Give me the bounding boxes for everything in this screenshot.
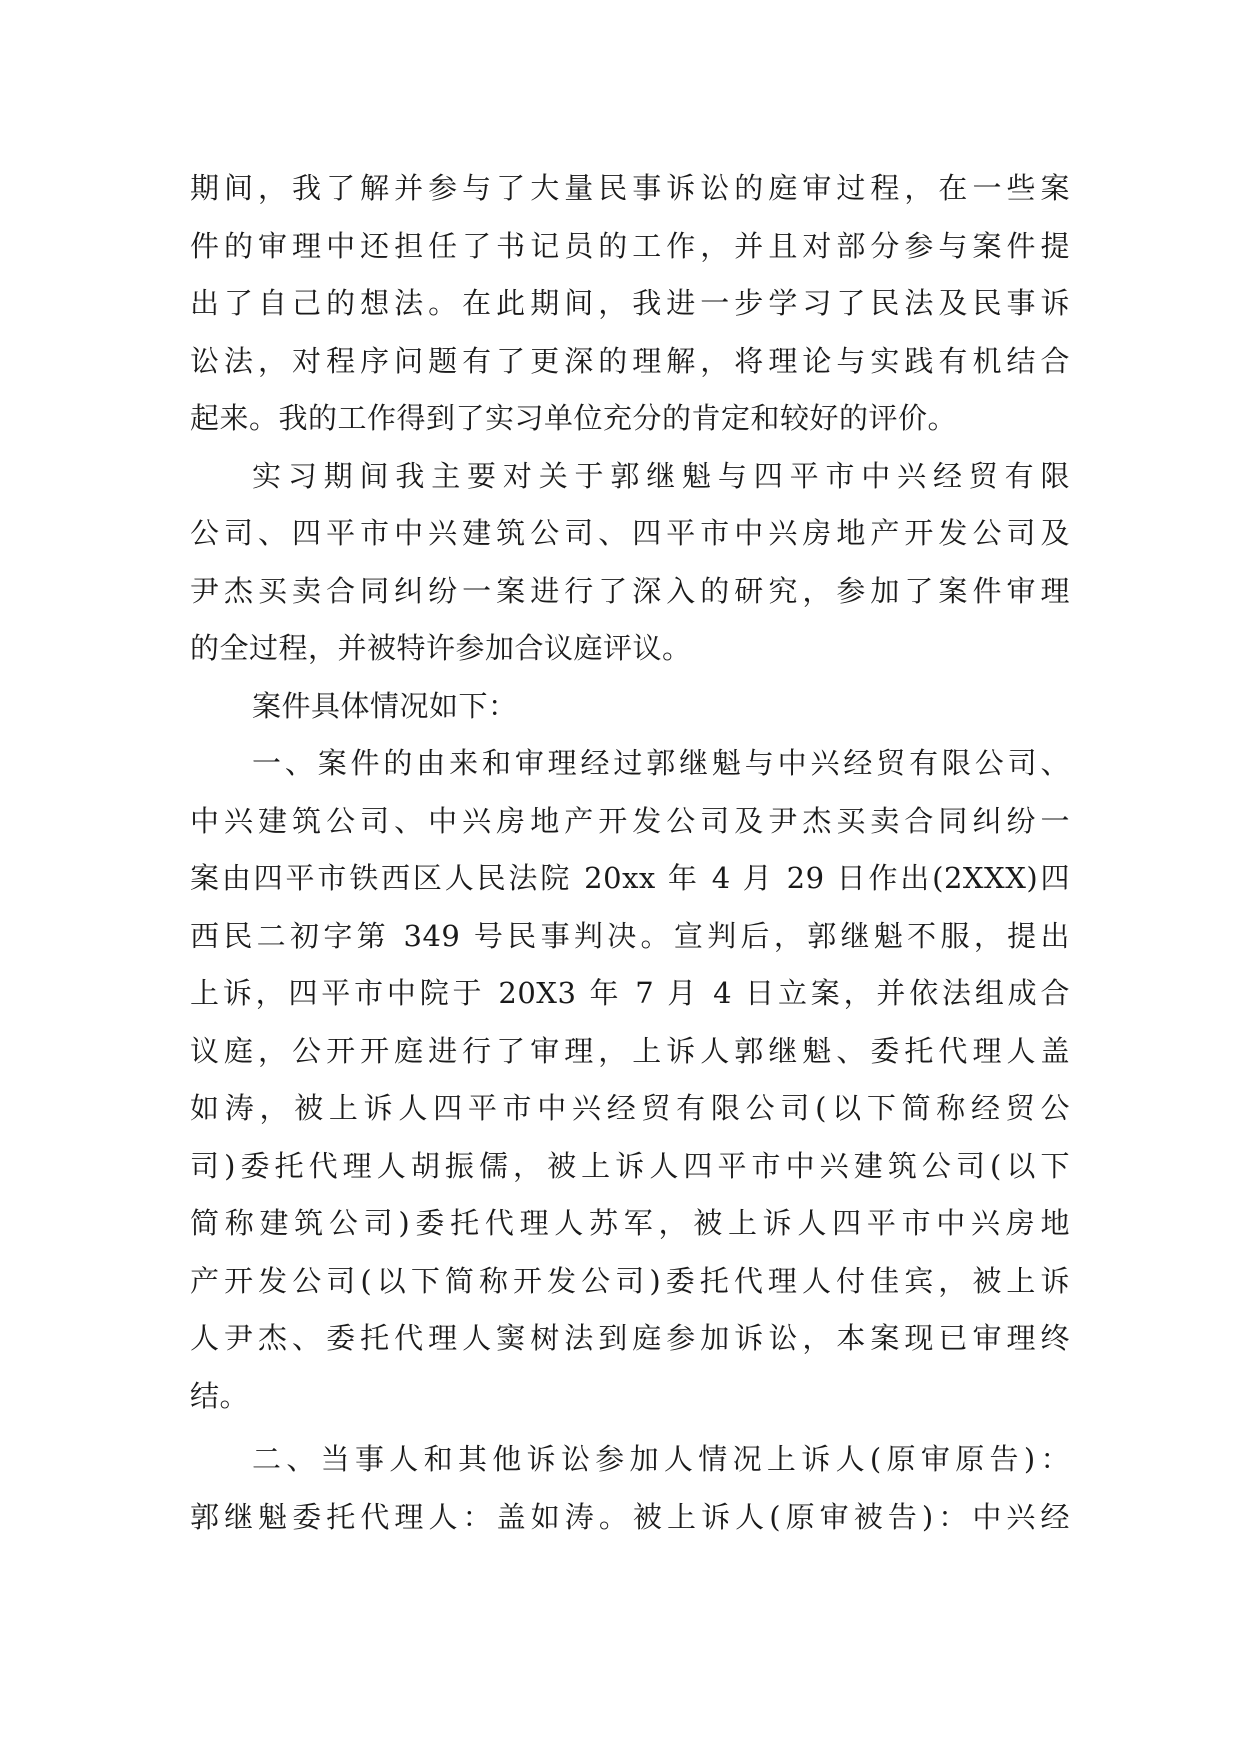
text-line: 尹杰买卖合同纠纷一案进行了深入的研究，参加了案件审理 xyxy=(190,573,1070,608)
text-line: 议庭，公开开庭进行了审理，上诉人郭继魁、委托代理人盖 xyxy=(190,1033,1070,1068)
text-line: 实习期间我主要对关于郭继魁与四平市中兴经贸有限 xyxy=(252,458,1070,493)
text-line: 中兴建筑公司、中兴房地产开发公司及尹杰买卖合同纠纷一 xyxy=(190,803,1070,838)
text-line: 西民二初字第 349 号民事判决。宣判后，郭继魁不服，提出 xyxy=(190,918,1070,953)
text-line: 起来。我的工作得到了实习单位充分的肯定和较好的评价。 xyxy=(190,401,958,435)
paragraph-case-research xyxy=(190,448,1070,678)
text-line: 期间，我了解并参与了大量民事诉讼的庭审过程，在一些案 xyxy=(190,171,1070,205)
text-line: 司)委托代理人胡振儒，被上诉人四平市中兴建筑公司(以下 xyxy=(190,1148,1070,1183)
text-line: 产开发公司(以下简称开发公司)委托代理人付佳宾，被上诉 xyxy=(190,1263,1070,1298)
text-line: 讼法，对程序问题有了更深的理解，将理论与实践有机结合 xyxy=(190,343,1070,378)
text-line: 案由四平市铁西区人民法院 20xx 年 4 月 29 日作出(2XXX)四 xyxy=(190,861,1070,895)
paragraph-case-intro xyxy=(190,678,1070,736)
text-line: 一、案件的由来和审理经过郭继魁与中兴经贸有限公司、 xyxy=(252,746,1070,780)
text-line: 件的审理中还担任了书记员的工作，并且对部分参与案件提 xyxy=(190,228,1070,263)
text-line: 简称建筑公司)委托代理人苏军，被上诉人四平市中兴房地 xyxy=(190,1206,1070,1240)
text-line: 案件具体情况如下： xyxy=(252,688,518,723)
text-line: 出了自己的想法。在此期间，我进一步学习了民法及民事诉 xyxy=(190,286,1070,320)
text-line: 人尹杰、委托代理人窦树法到庭参加诉讼，本案现已审理终 xyxy=(190,1321,1070,1355)
document-body xyxy=(190,160,1070,1546)
text-line: 公司、四平市中兴建筑公司、四平市中兴房地产开发公司及 xyxy=(190,516,1070,550)
paragraph-internship-work xyxy=(190,160,1070,448)
text-line: 如涛，被上诉人四平市中兴经贸有限公司(以下简称经贸公 xyxy=(190,1091,1070,1125)
text-line: 的全过程，并被特许参加合议庭评议。 xyxy=(190,631,692,665)
text-line: 上诉，四平市中院于 20X3 年 7 月 4 日立案，并依法组成合 xyxy=(190,976,1070,1010)
paragraph-section-one xyxy=(190,735,1070,1425)
paragraph-section-two xyxy=(190,1431,1070,1546)
text-line: 郭继魁委托代理人：盖如涛。被上诉人(原审被告)：中兴经 xyxy=(190,1499,1070,1534)
text-line: 二、当事人和其他诉讼参加人情况上诉人(原审原告)： xyxy=(252,1442,1070,1476)
text-line: 结。 xyxy=(190,1378,250,1413)
